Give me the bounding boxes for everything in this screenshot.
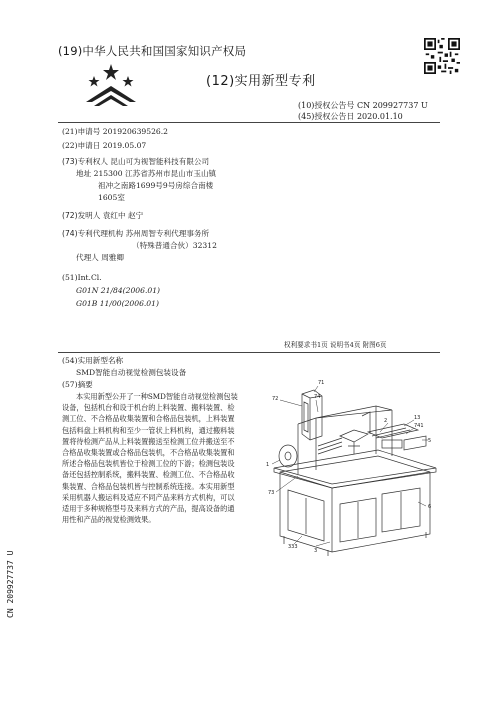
publication-side-code: CN 209927737 U bbox=[6, 550, 15, 618]
document-type: (12)实用新型专利 bbox=[206, 74, 316, 89]
inventor-row bbox=[62, 210, 143, 222]
ipc-class-2: G01B 11/00(2006.01) bbox=[76, 299, 159, 308]
figure-label-1: 1 bbox=[266, 462, 270, 468]
application-number: (21)申请号 201920639526.2 bbox=[62, 127, 169, 136]
filing-date: (22)申请日 2019.05.07 bbox=[62, 141, 147, 150]
int-cl-label: (51)Int.Cl. bbox=[62, 273, 102, 282]
title-label: (54)实用新型名称 bbox=[62, 356, 124, 365]
figure-label-72: 72 bbox=[272, 396, 279, 402]
ipc-class-1: G01N 21/84(2006.01) bbox=[76, 286, 160, 295]
figure-label-73: 73 bbox=[268, 490, 275, 496]
figure-label-74: 74 bbox=[314, 394, 321, 400]
agent-name: 周雅卿 bbox=[101, 253, 124, 262]
agency-row bbox=[62, 228, 209, 240]
inventor-names: 袁红中 赵宁 bbox=[102, 211, 144, 220]
figure-label-13: 13 bbox=[414, 415, 421, 421]
agency-name: 苏州周智专利代理事务所 bbox=[125, 229, 210, 238]
address-line-2: 祖冲之南路1699号9号房综合南楼 bbox=[98, 181, 214, 190]
patentee-label: (73)专利权人 bbox=[62, 157, 108, 166]
figure-label-71: 71 bbox=[318, 380, 325, 386]
equipment-drawing bbox=[258, 376, 444, 558]
figure-label-3: 3 bbox=[314, 548, 318, 554]
cnipa-emblem-icon bbox=[80, 62, 142, 110]
page-counts: 权利要求书1页 说明书4页 附图6页 bbox=[284, 341, 387, 349]
patentee-name: 昆山可为视智能科技有限公司 bbox=[110, 157, 210, 166]
header-divider bbox=[58, 122, 440, 123]
agent-row bbox=[76, 252, 124, 264]
qr-code-icon bbox=[424, 38, 460, 74]
publication-number: (10)授权公告号 CN 209927737 U bbox=[298, 101, 428, 110]
agency-name-2: （特殊普通合伙）32312 bbox=[132, 241, 217, 250]
figure-label-741: 741 bbox=[414, 423, 424, 429]
figure-label-5: 5 bbox=[428, 438, 432, 444]
figure-label-333: 333 bbox=[288, 544, 298, 550]
issuing-office: (19)中华人民共和国国家知识产权局 bbox=[58, 44, 247, 58]
figure-label-2: 2 bbox=[384, 418, 388, 424]
agency-label: (74)专利代理机构 bbox=[62, 229, 124, 238]
utility-model-title: SMD智能自动视觉检测包装设备 bbox=[76, 368, 187, 377]
inventor-label: (72)发明人 bbox=[62, 211, 101, 220]
address-line-3: 1605室 bbox=[98, 193, 125, 202]
address-label: 地址 bbox=[76, 169, 92, 178]
publication-date: (45)授权公告日 2020.01.10 bbox=[298, 112, 403, 121]
abstract-label: (57)摘要 bbox=[62, 380, 93, 389]
section-divider bbox=[58, 352, 440, 353]
address-line-1: 215300 江苏省苏州市昆山市玉山镇 bbox=[93, 169, 217, 178]
agent-label: 代理人 bbox=[76, 253, 99, 262]
patentee-row bbox=[62, 156, 209, 168]
address-row bbox=[76, 168, 216, 180]
figure-label-6: 6 bbox=[428, 504, 432, 510]
abstract-text: 本实用新型公开了一种SMD智能自动视觉检测包装设备，包括机台和设于机台的上料装置、搬料装置、检测工位、不合格品收集装置和合格品包装机，上料装置包括料盘上料机构和至少一管状上料机构，通过搬料装置将待检测产品从上料装置搬送至检测工位并搬送至不合格品收集装置或合格品包装机，不合格品收集装置和所述合格品包装机皆位于检测工位的下游；检测包装设备还包括控制系统，搬料装置、检测工位、不合格品收集装置、合格品包装机皆与控制系统连接。本实用新型采用机器人搬运料及适应不同产品来料方式机构，可以适用于多种规格型号及来料方式的产品，提高设备的通用性和产品的视觉检测效果。 bbox=[62, 392, 238, 525]
